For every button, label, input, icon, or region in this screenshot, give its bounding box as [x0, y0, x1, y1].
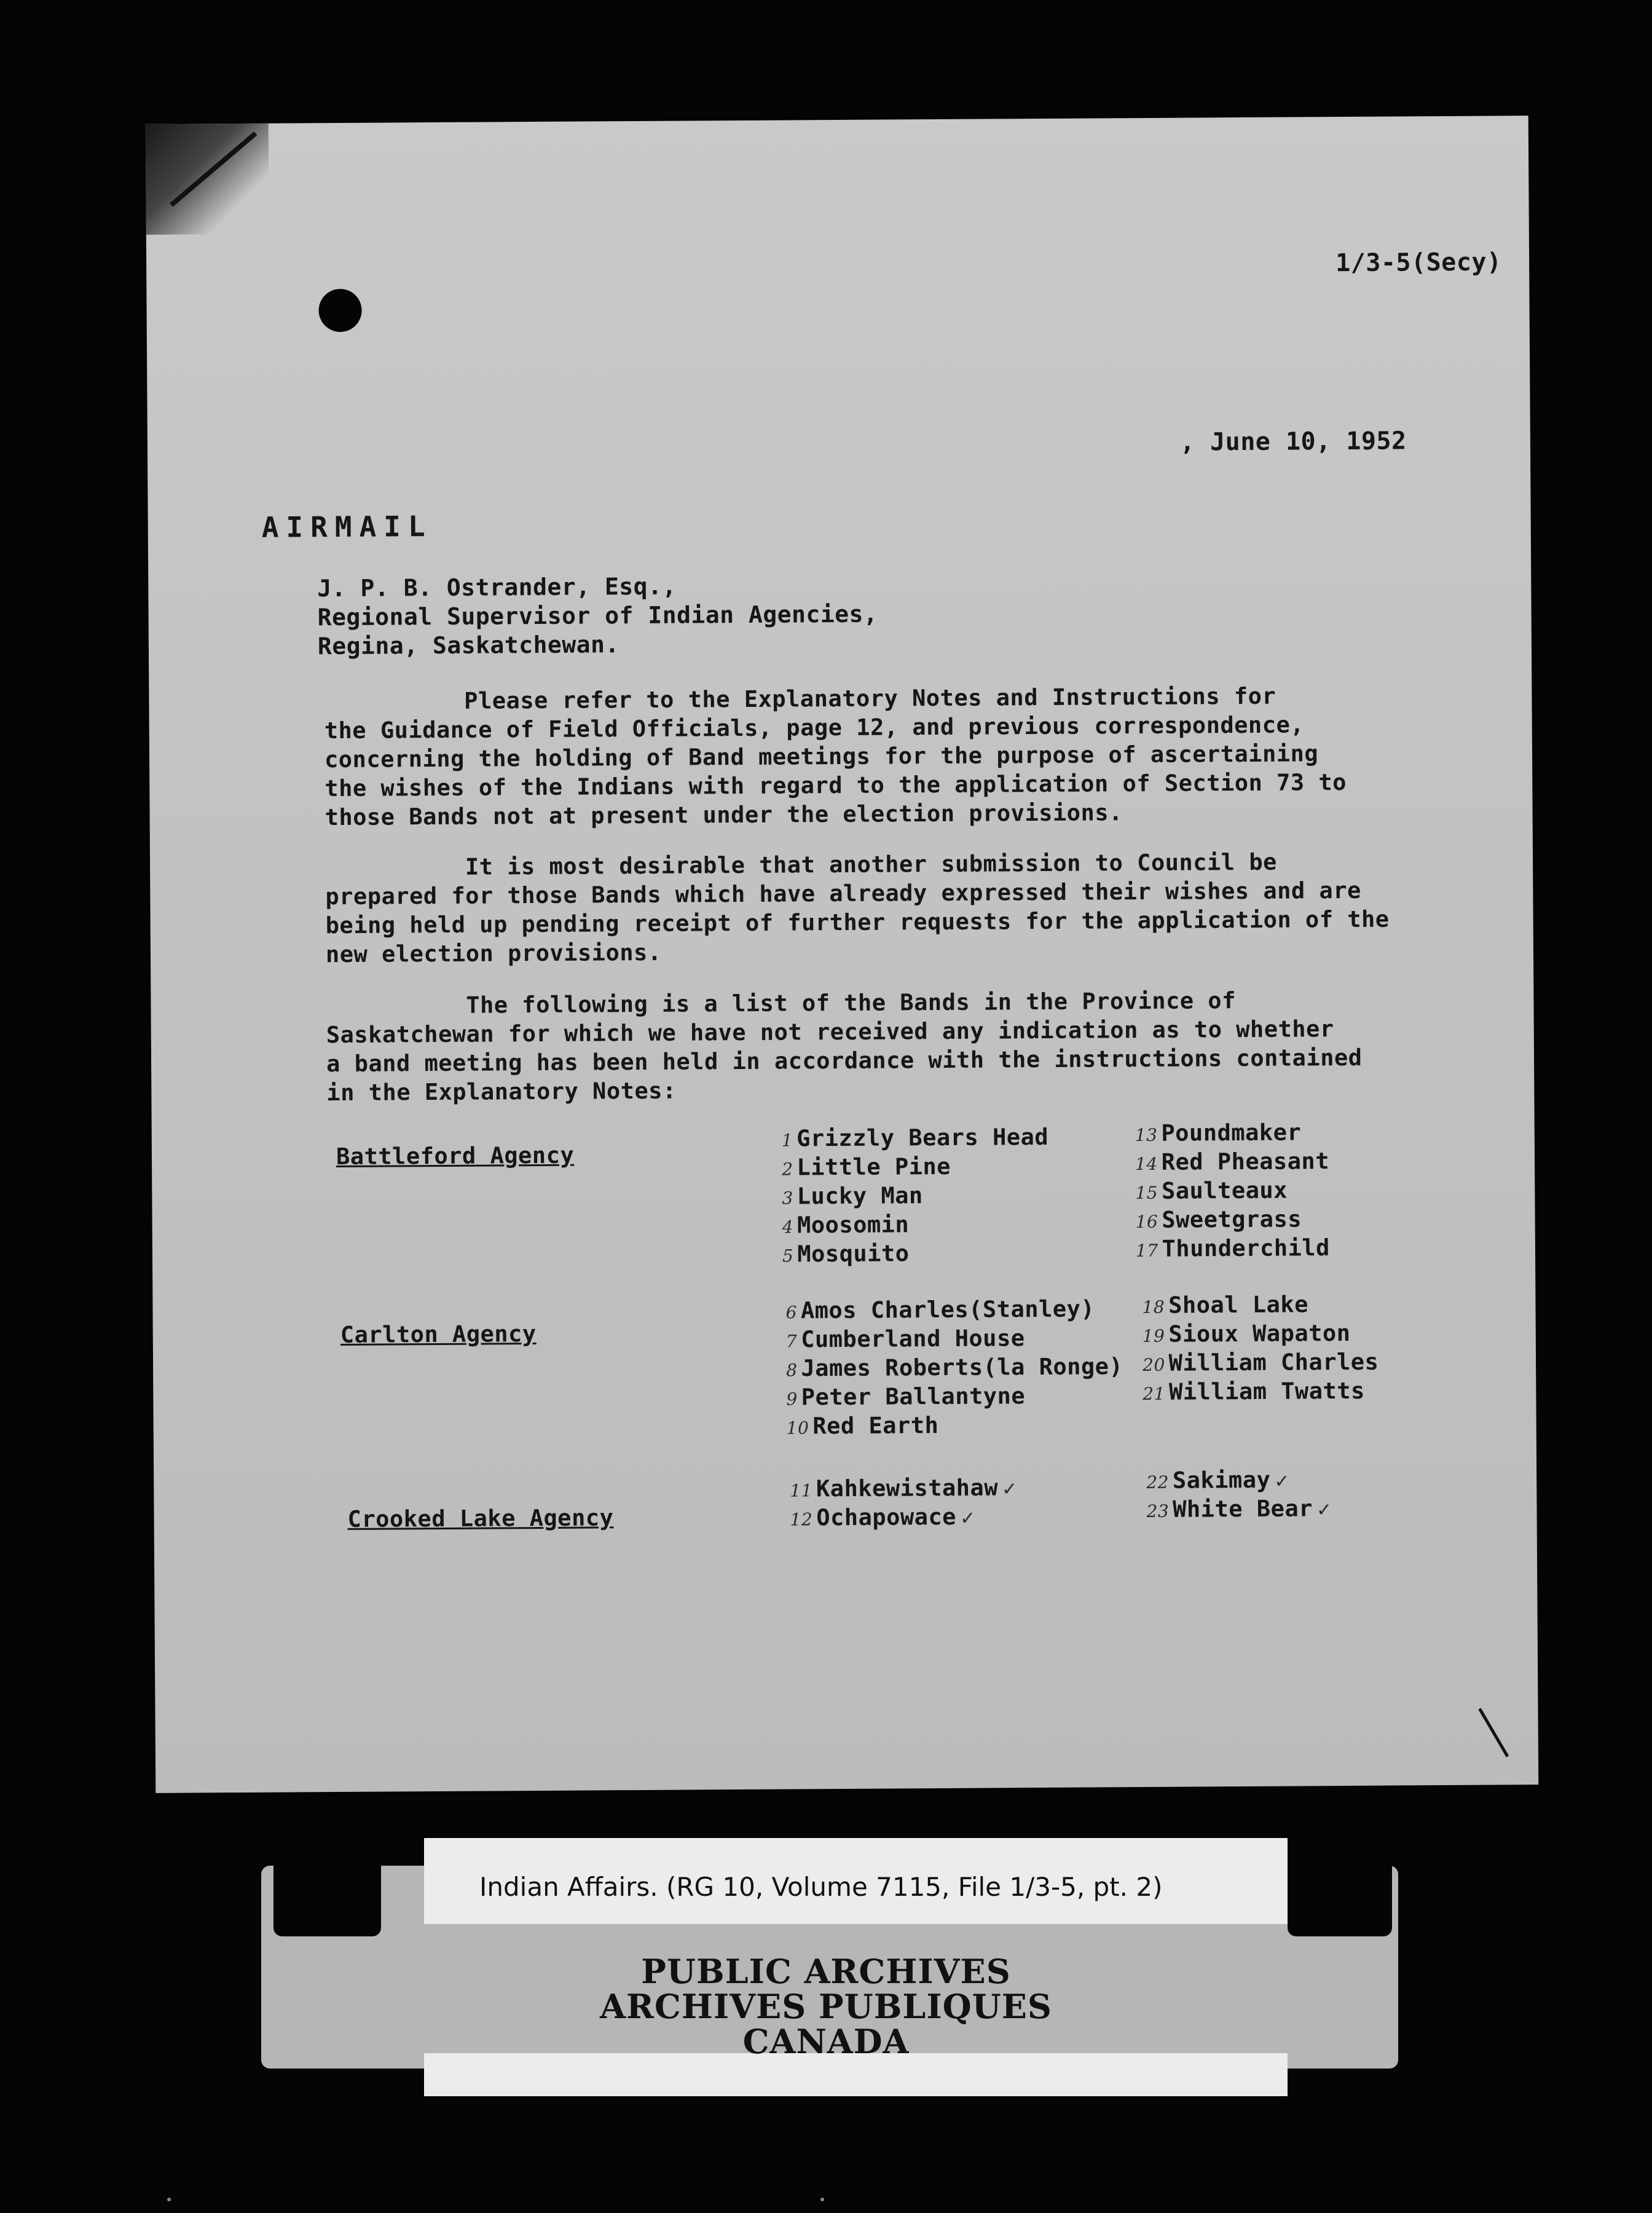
- addressee-line: Regional Supervisor of Indian Agencies,: [317, 600, 878, 631]
- band-number: 1: [781, 1130, 793, 1151]
- band-name: Sioux Wapaton: [1168, 1319, 1351, 1347]
- band-name: Peter Ballantyne: [801, 1383, 1026, 1411]
- band-name: James Roberts(la Ronge): [801, 1353, 1123, 1382]
- band-number: 10: [786, 1418, 809, 1438]
- band-name: Amos Charles(Stanley): [800, 1295, 1095, 1324]
- band-item: [1146, 1495, 1332, 1523]
- band-name: Cumberland House: [801, 1325, 1025, 1353]
- paragraph-line: Saskatchewan for which we have not received any indication as to whether: [326, 1016, 1334, 1049]
- label-notch: [1288, 1866, 1392, 1936]
- band-name: Thunderchild: [1162, 1234, 1331, 1262]
- paragraph-line: concerning the holding of Band meetings for the purpose of ascertaining: [324, 740, 1319, 773]
- addressee-line: J. P. B. Ostrander, Esq.,: [317, 572, 677, 602]
- band-number: 14: [1135, 1153, 1158, 1175]
- band-name: Little Pine: [796, 1153, 951, 1181]
- band-item: [1135, 1148, 1329, 1175]
- band-name: William Charles: [1168, 1348, 1379, 1376]
- band-name: Ochapowace: [816, 1503, 957, 1531]
- checkmark-icon: ✓: [1316, 1499, 1332, 1521]
- band-item: [790, 1504, 975, 1531]
- band-item: [1143, 1349, 1379, 1376]
- band-number: 13: [1135, 1124, 1158, 1146]
- agency-name: Battleford Agency: [336, 1142, 575, 1170]
- band-item: [1146, 1467, 1290, 1494]
- band-name: Lucky Man: [796, 1182, 923, 1210]
- band-number: 7: [785, 1331, 798, 1352]
- band-item: [786, 1383, 1025, 1410]
- band-name: Sweetgrass: [1162, 1205, 1302, 1233]
- band-number: 11: [790, 1480, 813, 1501]
- band-item: [1136, 1234, 1330, 1262]
- band-item: [782, 1124, 1049, 1152]
- band-number: 21: [1143, 1383, 1166, 1405]
- label-notch: [273, 1866, 381, 1936]
- band-item: [1143, 1378, 1365, 1405]
- band-item: [782, 1240, 910, 1267]
- band-number: 19: [1142, 1325, 1165, 1347]
- band-item: [1135, 1119, 1302, 1146]
- band-number: 5: [782, 1245, 794, 1266]
- paragraph-line: The following is a list of the Bands in the Province of: [326, 987, 1237, 1020]
- agency-name: Carlton Agency: [340, 1320, 537, 1348]
- band-number: 2: [782, 1159, 793, 1180]
- band-number: 17: [1135, 1240, 1158, 1261]
- file-reference: 1/3-5(Secy): [1335, 248, 1502, 278]
- paragraph-line: prepared for those Bands which have already expressed their wishes and are: [325, 877, 1361, 910]
- band-item: [1135, 1177, 1288, 1205]
- checkmark-icon: ✓: [959, 1507, 976, 1529]
- band-name: Grizzly Bears Head: [796, 1123, 1049, 1152]
- band-name: Sakimay: [1172, 1466, 1271, 1494]
- checkmark-icon: ✓: [1274, 1470, 1291, 1493]
- band-name: Moosomin: [796, 1211, 910, 1239]
- band-name: Red Pheasant: [1161, 1148, 1330, 1175]
- band-number: 8: [786, 1360, 798, 1381]
- paragraph-line: new election provisions.: [325, 939, 662, 968]
- archive-stamp-line: ARCHIVES PUBLIQUES: [600, 1987, 1052, 2026]
- scan-speck: [167, 2198, 171, 2201]
- band-number: 3: [782, 1188, 793, 1209]
- paragraph-line: It is most desirable that another submission to Council be: [324, 848, 1277, 882]
- band-name: White Bear: [1173, 1495, 1313, 1523]
- band-number: 18: [1142, 1296, 1165, 1318]
- paragraph-line: the wishes of the Indians with regard to the application of Section 73 to: [324, 768, 1347, 802]
- airmail-heading: AIRMAIL: [261, 510, 433, 544]
- band-name: Red Earth: [812, 1412, 939, 1440]
- band-item: [786, 1353, 1123, 1381]
- band-item: [1136, 1205, 1302, 1233]
- band-item: [782, 1182, 923, 1209]
- scan-speck: [820, 2198, 824, 2201]
- archive-stamp-line: CANADA: [742, 2022, 910, 2061]
- band-number: 23: [1146, 1501, 1170, 1521]
- checkmark-icon: ✓: [1001, 1478, 1018, 1501]
- band-number: 9: [786, 1389, 798, 1410]
- paragraph-line: Please refer to the Explanatory Notes and Instructions for: [324, 682, 1276, 716]
- addressee-line: Regina, Saskatchewan.: [317, 631, 620, 660]
- paragraph-line: those Bands not at present under the election provisions.: [324, 799, 1123, 831]
- band-name: Poundmaker: [1161, 1119, 1302, 1146]
- band-name: Saulteaux: [1161, 1177, 1288, 1204]
- band-name: Kahkewistahaw: [816, 1474, 999, 1502]
- band-name: Shoal Lake: [1168, 1291, 1309, 1319]
- band-number: 6: [785, 1302, 797, 1323]
- paragraph-line: a band meeting has been held in accordance with the instructions contained: [326, 1044, 1363, 1078]
- band-number: 20: [1142, 1354, 1165, 1376]
- band-item: [1142, 1291, 1308, 1319]
- band-number: 15: [1135, 1182, 1158, 1204]
- paragraph-line: the Guidance of Field Officials, page 12, and previous correspondence,: [324, 711, 1305, 744]
- band-item: [786, 1325, 1025, 1352]
- band-name: Mosquito: [797, 1240, 910, 1268]
- band-item: [785, 1295, 1095, 1323]
- band-name: William Twatts: [1168, 1377, 1365, 1405]
- band-item: [787, 1412, 939, 1440]
- paragraph-line: being held up pending receipt of further requests for the application of the: [325, 905, 1390, 939]
- document-page: [146, 116, 1539, 1793]
- band-number: 16: [1135, 1211, 1158, 1233]
- band-number: 22: [1146, 1472, 1169, 1493]
- band-item: [790, 1474, 1018, 1502]
- letter-date: , June 10, 1952: [1179, 427, 1407, 457]
- band-item: [1143, 1320, 1351, 1347]
- band-item: [782, 1211, 910, 1238]
- archive-reference: Indian Affairs. (RG 10, Volume 7115, File 1/3-5, pt. 2): [479, 1872, 1163, 1902]
- pencil-tick: [1478, 1708, 1509, 1757]
- paragraph-line: in the Explanatory Notes:: [326, 1077, 677, 1106]
- punch-hole: [318, 289, 361, 332]
- band-item: [782, 1153, 951, 1181]
- band-number: 4: [782, 1217, 794, 1237]
- band-number: 12: [790, 1509, 813, 1530]
- archive-stamp-line: PUBLIC ARCHIVES: [641, 1952, 1011, 1991]
- agency-name: Crooked Lake Agency: [347, 1504, 614, 1533]
